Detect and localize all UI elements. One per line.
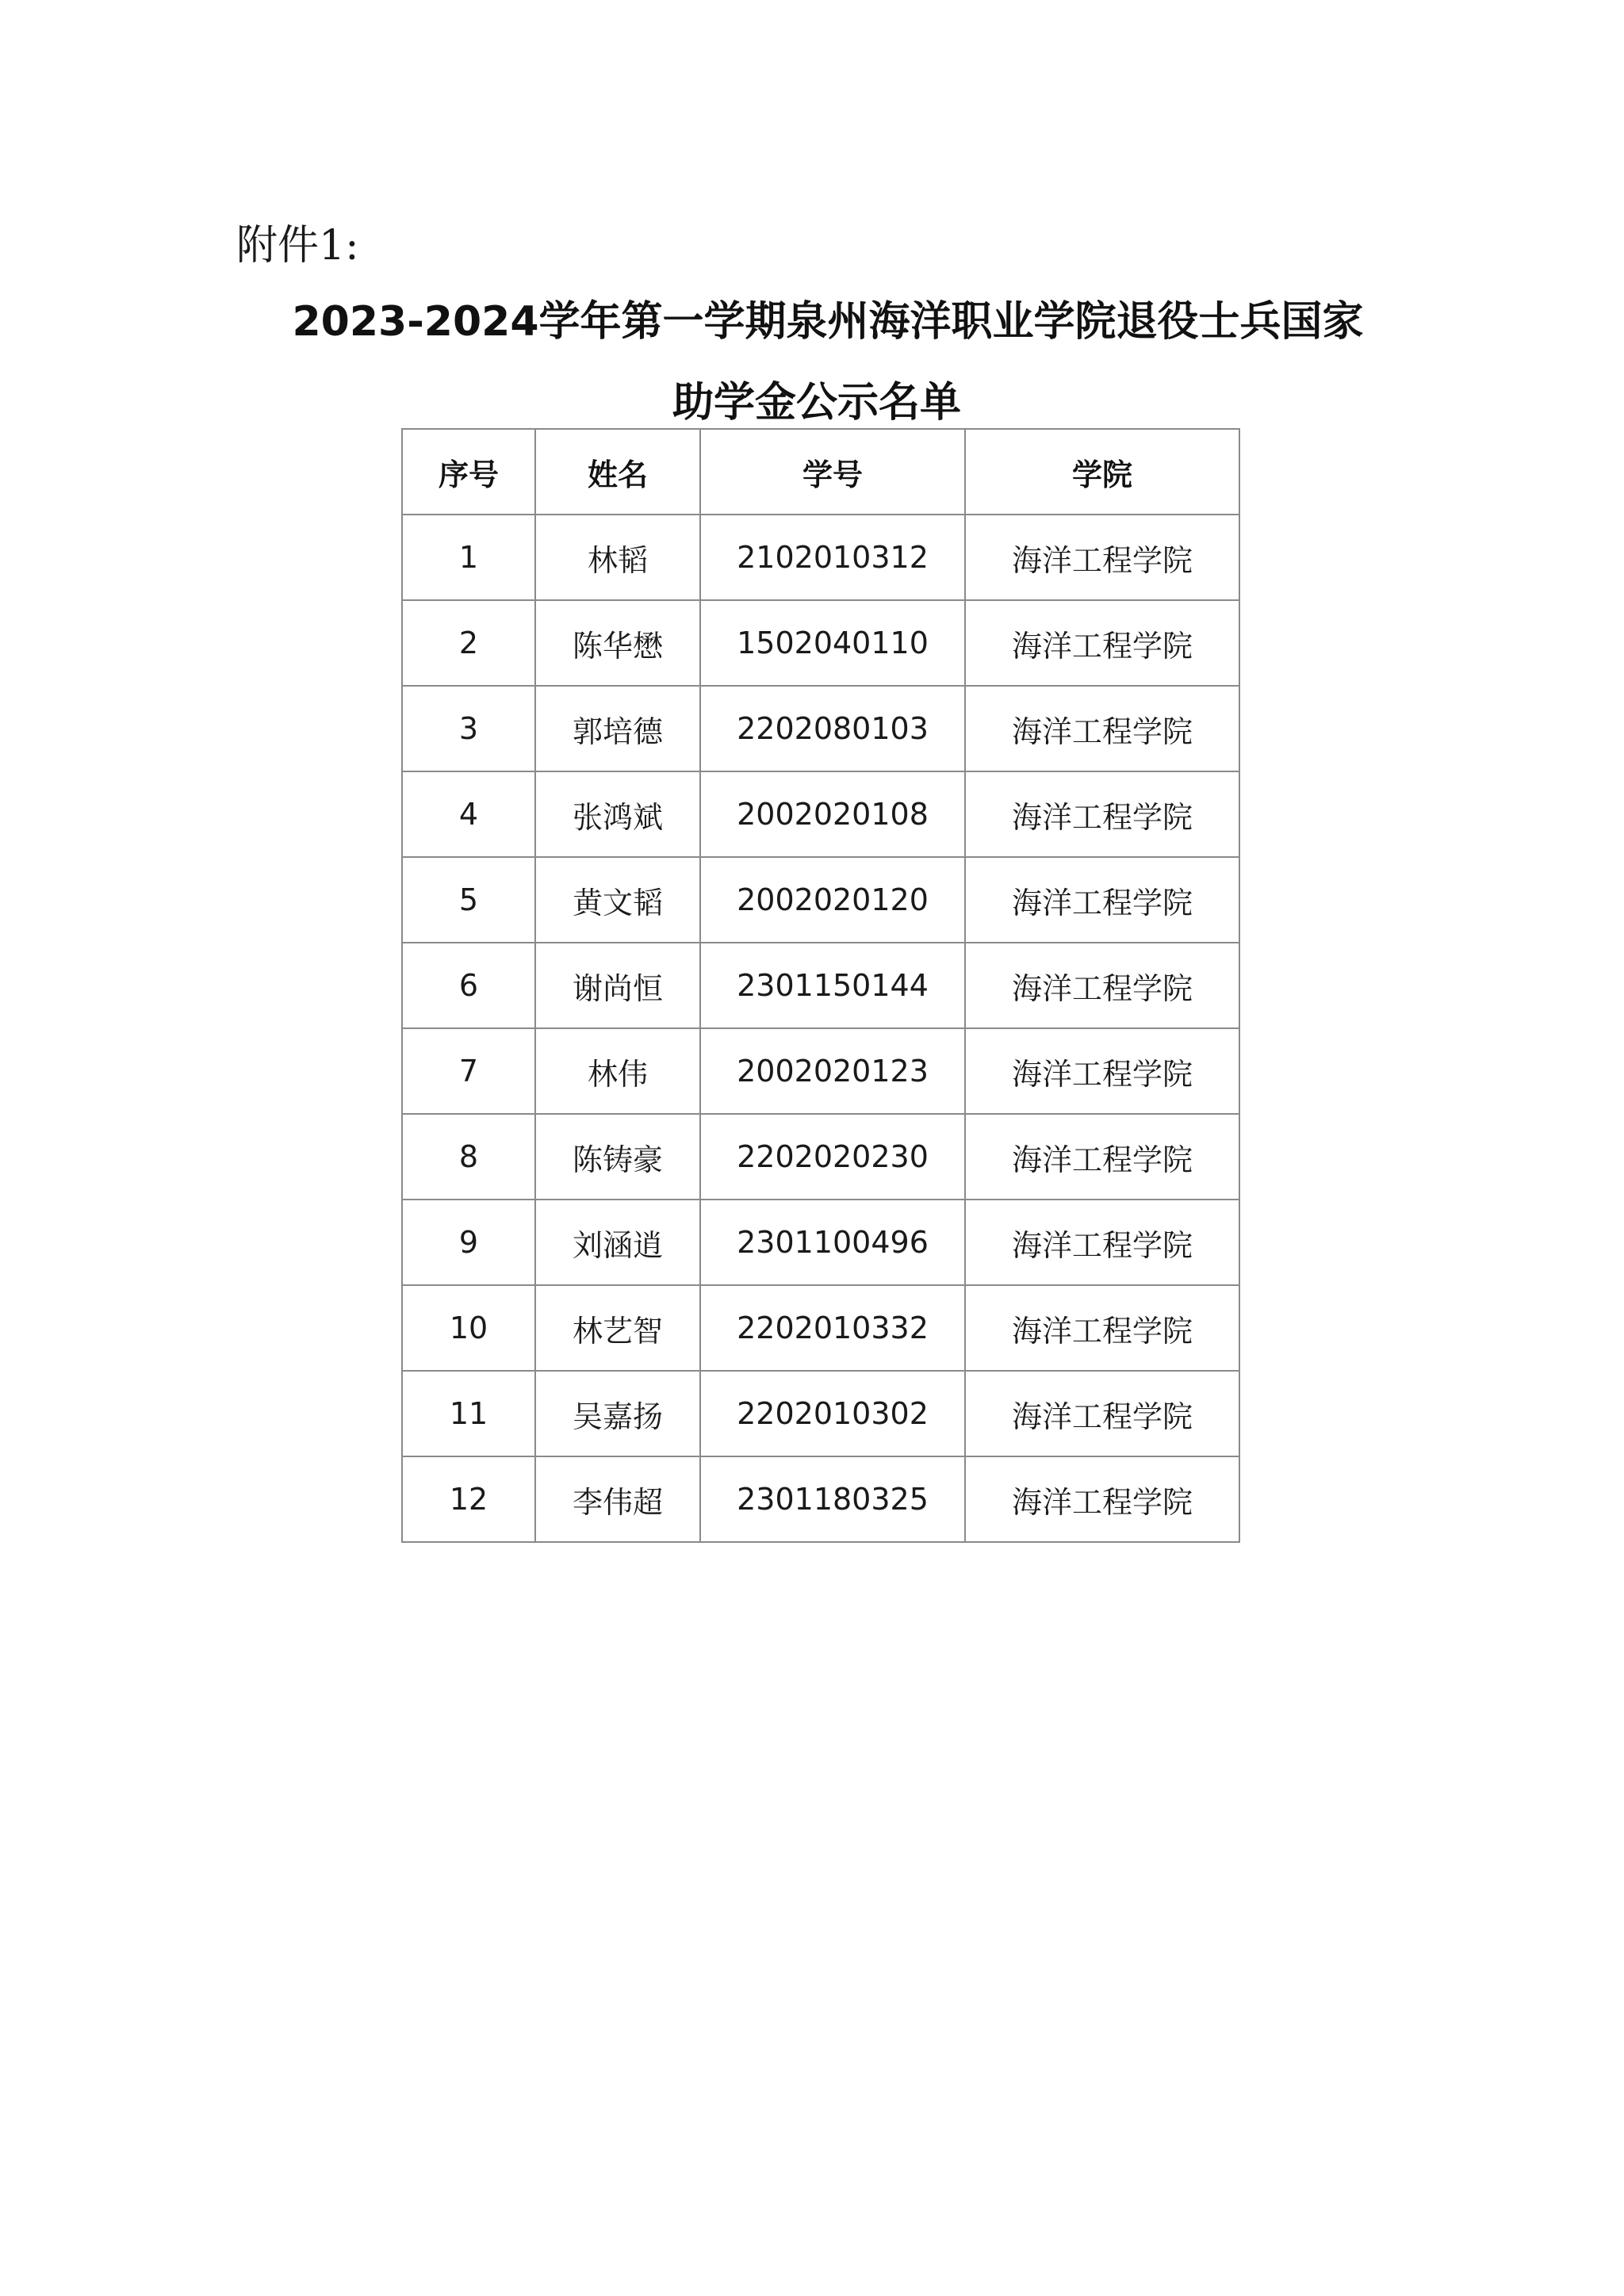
table-body — [402, 515, 1239, 1542]
cell-student-id: 2202020230 — [700, 1114, 965, 1200]
table-row — [402, 1028, 1239, 1114]
header-name: 姓名 — [535, 429, 700, 515]
cell-name: 刘涵逍 — [535, 1200, 700, 1285]
table-row — [402, 1371, 1239, 1456]
cell-college: 海洋工程学院 — [965, 515, 1239, 600]
cell-student-id: 2301100496 — [700, 1200, 965, 1285]
cell-student-id: 1502040110 — [700, 600, 965, 686]
cell-serial: 10 — [402, 1285, 535, 1371]
cell-name: 林艺智 — [535, 1285, 700, 1371]
cell-college: 海洋工程学院 — [965, 1371, 1239, 1456]
attachment-label: 附件1: — [236, 222, 359, 270]
cell-college: 海洋工程学院 — [965, 686, 1239, 771]
scholarship-roster-table — [401, 428, 1240, 1543]
cell-student-id: 2202080103 — [700, 686, 965, 771]
cell-student-id: 2102010312 — [700, 515, 965, 600]
table-row — [402, 600, 1239, 686]
table-row — [402, 857, 1239, 943]
cell-name: 陈华懋 — [535, 600, 700, 686]
cell-college: 海洋工程学院 — [965, 1456, 1239, 1542]
cell-name: 谢尚恒 — [535, 943, 700, 1028]
table-row — [402, 1114, 1239, 1200]
cell-name: 林韬 — [535, 515, 700, 600]
table-row — [402, 686, 1239, 771]
cell-college: 海洋工程学院 — [965, 1285, 1239, 1371]
cell-college: 海洋工程学院 — [965, 600, 1239, 686]
table-row — [402, 1456, 1239, 1542]
cell-serial: 5 — [402, 857, 535, 943]
document-title-line1: 2023-2024学年第一学期泉州海洋职业学院退役士兵国家 — [292, 298, 1364, 346]
table-row — [402, 1200, 1239, 1285]
header-row — [402, 429, 1239, 515]
cell-name: 林伟 — [535, 1028, 700, 1114]
table-row — [402, 943, 1239, 1028]
cell-college: 海洋工程学院 — [965, 1200, 1239, 1285]
cell-name: 郭培德 — [535, 686, 700, 771]
cell-serial: 12 — [402, 1456, 535, 1542]
cell-name: 李伟超 — [535, 1456, 700, 1542]
cell-student-id: 2002020123 — [700, 1028, 965, 1114]
cell-name: 张鸿斌 — [535, 771, 700, 857]
cell-serial: 7 — [402, 1028, 535, 1114]
cell-college: 海洋工程学院 — [965, 1028, 1239, 1114]
cell-college: 海洋工程学院 — [965, 943, 1239, 1028]
cell-college: 海洋工程学院 — [965, 771, 1239, 857]
cell-serial: 4 — [402, 771, 535, 857]
cell-college: 海洋工程学院 — [965, 857, 1239, 943]
cell-serial: 2 — [402, 600, 535, 686]
cell-student-id: 2301150144 — [700, 943, 965, 1028]
table-row — [402, 515, 1239, 600]
header-college: 学院 — [965, 429, 1239, 515]
cell-name: 陈铸豪 — [535, 1114, 700, 1200]
cell-serial: 1 — [402, 515, 535, 600]
header-student-id: 学号 — [700, 429, 965, 515]
cell-serial: 3 — [402, 686, 535, 771]
cell-serial: 8 — [402, 1114, 535, 1200]
cell-student-id: 2002020120 — [700, 857, 965, 943]
cell-student-id: 2002020108 — [700, 771, 965, 857]
header-serial: 序号 — [402, 429, 535, 515]
cell-serial: 6 — [402, 943, 535, 1028]
cell-student-id: 2202010332 — [700, 1285, 965, 1371]
cell-serial: 9 — [402, 1200, 535, 1285]
cell-college: 海洋工程学院 — [965, 1114, 1239, 1200]
table-header — [402, 429, 1239, 515]
table-row — [402, 1285, 1239, 1371]
cell-student-id: 2301180325 — [700, 1456, 965, 1542]
cell-serial: 11 — [402, 1371, 535, 1456]
cell-name: 吴嘉扬 — [535, 1371, 700, 1456]
document-title-line2: 助学金公示名单 — [672, 379, 961, 427]
cell-name: 黄文韬 — [535, 857, 700, 943]
table-row — [402, 771, 1239, 857]
cell-student-id: 2202010302 — [700, 1371, 965, 1456]
